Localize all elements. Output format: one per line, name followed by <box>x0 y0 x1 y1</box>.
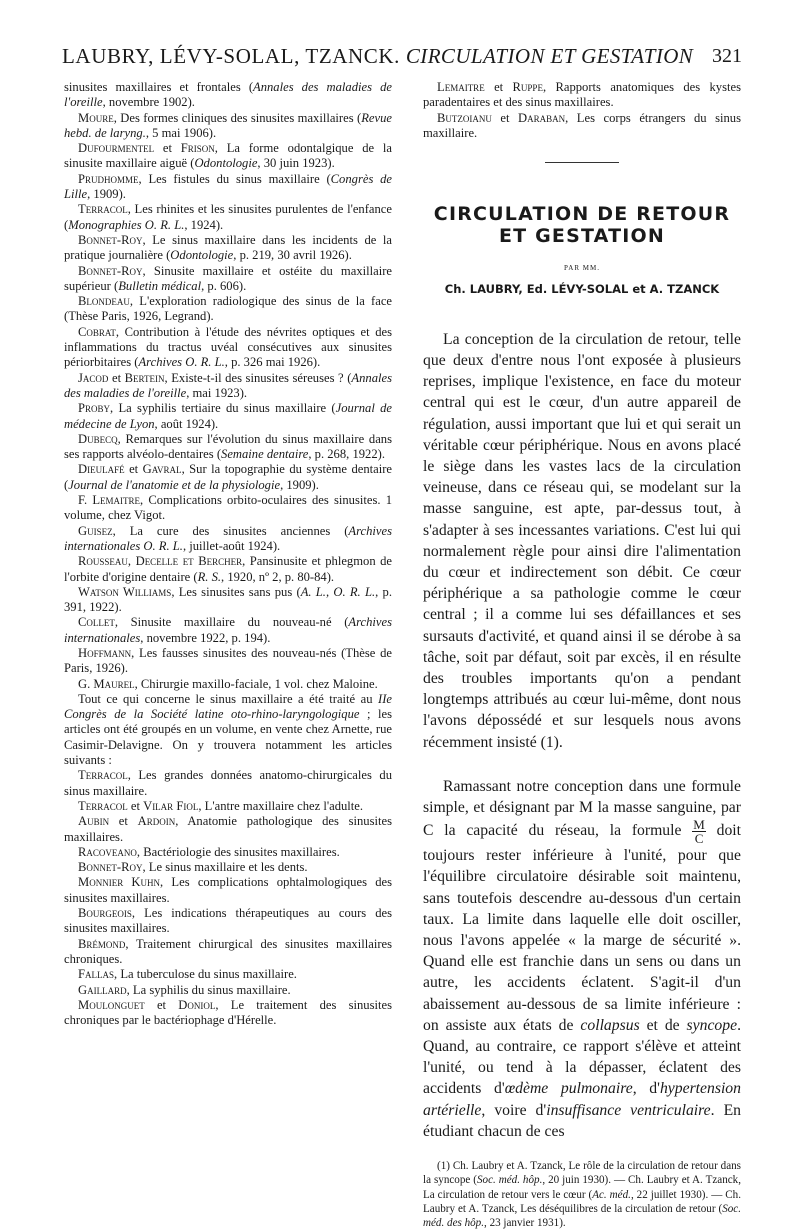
right-column <box>423 80 741 1231</box>
reference-entry <box>64 80 392 111</box>
reference-author: Gavral <box>142 462 182 477</box>
reference-author: Guisez <box>78 523 113 538</box>
article-byline: Ch. LAUBRY, Ed. LÉVY-SOLAL et A. TZANCK <box>444 282 720 297</box>
reference-text: , Les fausses sinusites des nouveau-nés (Thèse de Paris, 1926). <box>64 645 392 676</box>
reference-text: , Les indications thérapeutiques au cours des sinusites maxillaires. <box>64 906 392 936</box>
reference-entry <box>64 967 392 982</box>
reference-italic: Congrès de Lille <box>64 171 393 202</box>
reference-author: Gaillard <box>78 982 127 997</box>
reference-entry <box>423 111 741 142</box>
reference-entry <box>64 554 392 585</box>
reference-text: , Le sinus maxillaire dans les incidents de la pratique journalière ( <box>64 232 392 263</box>
reference-entry <box>64 172 392 203</box>
reference-author: Racoveano <box>78 844 137 859</box>
reference-entry <box>64 294 392 325</box>
left-column-references <box>64 80 392 1028</box>
reference-text: , La cure des sinusites anciennes ( <box>112 523 349 538</box>
reference-connector: et <box>124 462 143 477</box>
reference-author: Daraban <box>518 110 566 125</box>
reference-text: , La syphilis tertiaire du sinus maxillaire ( <box>110 401 336 416</box>
reference-text: , Les sinusites sans pus ( <box>171 584 301 599</box>
header-section: CIRCULATION ET GESTATION <box>405 44 694 68</box>
reference-entry <box>64 371 392 402</box>
page-number: 321 <box>712 45 742 67</box>
reference-author: Monnier Kuhn <box>78 875 161 890</box>
reference-text: , p. 391, 1922). <box>64 584 392 615</box>
footnote-text-2: , 20 juin 1930). — Ch. Laubry et A. Tzanck, La circulation de retour vers le cœur ( <box>423 1174 741 1201</box>
reference-author: Moure <box>78 110 114 125</box>
reference-author: Brémond <box>78 936 126 951</box>
reference-author: Dufourmentel <box>78 141 155 156</box>
reference-text: , Sinusite maxillaire du nouveau-né ( <box>114 615 349 630</box>
p2-italic-syncope: syncope <box>686 1016 738 1034</box>
reference-entry <box>64 937 392 968</box>
p2-text-c: et de <box>639 1016 687 1034</box>
reference-text: , Contribution à l'étude des névrites optiques et des inflammations du tractus uvéal consécutives aux sinusites périorbitaires ( <box>64 324 392 370</box>
reference-entry <box>64 692 392 768</box>
reference-connector: et <box>109 814 138 829</box>
reference-author: Lemaitre <box>437 80 485 94</box>
reference-text: , novembre 1902). <box>102 95 195 110</box>
reference-author: Dubecq <box>78 431 118 446</box>
reference-text: , Remarques sur l'évolution du sinus maxillaire dans ses rapports alvéolo-dentaires ( <box>64 431 392 462</box>
reference-italic: Odontologie <box>194 156 258 171</box>
reference-entry <box>64 264 392 295</box>
reference-italic: Annales des maladies de l'oreille <box>64 80 392 110</box>
reference-entry <box>64 524 392 555</box>
p2-text-f: , voire d' <box>481 1101 547 1119</box>
reference-text: , Pansinusite et phlegmon de l'orbite d'origine dentaire ( <box>64 554 393 584</box>
article-title <box>423 203 741 247</box>
reference-entry <box>64 585 392 616</box>
reference-author: Hoffmann <box>78 645 132 660</box>
reference-text: Tout ce qui concerne le sinus maxillaire a été traité au <box>78 691 379 706</box>
reference-text: , 1920, nº 2, p. 80-84). <box>221 569 335 584</box>
separator-rule <box>545 162 619 163</box>
reference-author: Bourgeois <box>78 906 132 921</box>
reference-entry <box>64 983 392 998</box>
formula-m-over-c <box>692 818 706 845</box>
reference-connector: et <box>144 997 179 1012</box>
running-header <box>62 44 742 74</box>
footnote-italic-1: Soc. méd. hôp. <box>476 1174 543 1187</box>
reference-entry <box>64 875 392 906</box>
body-paragraph-1: La conception de la circulation de retour, telle que deux d'entre nous l'ont exposée à plusieurs reprises, implique l'existence, en face du moteur central qui est le cœur, d'un autre appareil de régulation, aussi important que lui et qui serait un véritable cœur périphérique. Nous en avons placé le siège dans les vastes lacs de la circulation veineuse, dans ce réseau qui, se modelant sur la masse sanguine, est apte, par-dessus tout, à s'adapter à ses incessantes variations. C'est lui qui normalement règle pour ainsi dire l'alimentation du cœur et indirectement son débit. Ce cœur périphérique a sa pathologie comme le cœur central ; il a comme lui ses défaillances et ses sursauts d'activité, et quand ainsi il se dérobe à sa tâche, soit par défaut, soit par excès, il en résulte des troubles importants qu'on a pendant longtemps attribués au cœur lui-même, dont nous l'avons dépossédé et sur lesquels nous avons récemment insisté (1). <box>423 330 741 751</box>
reference-italic: Odontologie <box>170 248 234 263</box>
reference-italic: Revue hebd. de laryng. <box>64 110 392 140</box>
p2-text-a: Ramassant notre conception dans une formule simple, et désignant par M la masse sanguine, par C la capacité du réseau, la formule <box>423 777 741 840</box>
reference-author: Terracol <box>78 202 128 217</box>
reference-entry <box>64 677 392 692</box>
reference-text: , 1924). <box>184 217 224 232</box>
right-column-references <box>423 80 741 141</box>
reference-text: , Les grandes données anatomo-chirurgicales du sinus maxillaire. <box>64 768 392 798</box>
reference-author: Bonnet-Roy <box>78 860 143 875</box>
reference-text: , Sinusite maxillaire et ostéite du maxillaire supérieur ( <box>64 263 392 293</box>
reference-author: Ruppe <box>512 80 543 94</box>
footnote <box>423 1159 741 1230</box>
reference-italic: IIe Congrès de la Société latine oto-rhino-laryngologique <box>64 691 392 722</box>
reference-text: , Les fistules du sinus maxillaire ( <box>138 171 331 186</box>
reference-text: , La forme odontalgique de la sinusite maxillaire aiguë ( <box>64 141 392 171</box>
p2-italic-insuffisance: insuffisance ventriculaire <box>546 1101 711 1119</box>
reference-text: , Le sinus maxillaire et les dents. <box>142 860 308 875</box>
reference-entry <box>64 814 392 845</box>
formula-denominator: C <box>694 831 704 847</box>
reference-text: , p. 326 mai 1926). <box>224 355 321 370</box>
par-mm: PAR MM. <box>564 264 600 273</box>
reference-author: Bonnet-Roy <box>78 263 143 278</box>
reference-author: Vilar Fiol <box>143 798 199 813</box>
reference-entry <box>64 860 392 875</box>
reference-entry <box>64 646 392 677</box>
reference-entry <box>64 768 392 799</box>
reference-entry <box>64 462 392 493</box>
reference-author: Cobrat <box>78 324 116 339</box>
footnote-italic-2: Ac. méd. <box>592 1188 631 1201</box>
reference-text: , Le traitement des sinusites chroniques par le bactériophage d'Hérelle. <box>64 997 392 1028</box>
p2-italic-collapsus: collapsus <box>580 1016 640 1034</box>
reference-text: , p. 268, 1922). <box>308 447 385 462</box>
footnote-text-1: (1) Ch. Laubry et A. Tzanck, Le rôle de la circulation de retour dans la syncope ( <box>423 1160 741 1187</box>
reference-text: , Rapports anatomiques des kystes paradentaires et des sinus maxillaires. <box>423 80 741 110</box>
reference-entry <box>64 615 392 646</box>
reference-entry <box>64 432 392 463</box>
reference-entry <box>64 906 392 937</box>
reference-text: , Anatomie pathologique des sinusites maxillaires. <box>64 814 392 844</box>
footnote-text-4: , 23 janvier 1931). <box>484 1217 566 1230</box>
reference-author: Prudhomme <box>78 171 139 186</box>
reference-italic: Archives O. R. L. <box>138 355 225 370</box>
reference-entry <box>64 493 392 524</box>
reference-entry <box>64 111 392 142</box>
reference-author: Moulonguet <box>78 997 145 1012</box>
p2-text-g: . En étudiant chacun de ces <box>423 1101 741 1140</box>
reference-text: , mai 1923). <box>186 385 248 400</box>
header-authors <box>62 44 693 69</box>
reference-connector: et <box>108 370 125 385</box>
reference-italic: R. S. <box>197 569 222 584</box>
reference-text: , p. 219, 30 avril 1926). <box>233 248 352 263</box>
reference-text: , La syphilis du sinus maxillaire. <box>126 982 291 997</box>
reference-text: , Bactériologie des sinusites maxillaires. <box>136 844 340 859</box>
reference-text: , 1909). <box>280 477 319 492</box>
reference-connector: et <box>484 80 513 94</box>
reference-text: , Les corps étrangers du sinus maxillaire. <box>423 110 741 140</box>
footnote-text-3: , 22 juillet 1930). — Ch. Laubry et A. Tzanck, Les déséquilibres de la circulation de retour ( <box>423 1188 741 1215</box>
reference-text: , L'antre maxillaire chez l'adulte. <box>198 798 364 813</box>
reference-text: , Chirurgie maxillo-faciale, 1 vol. chez Maloine. <box>134 676 378 691</box>
reference-author: Frison <box>180 141 215 156</box>
reference-connector: , <box>127 554 136 569</box>
p2-text-e: , d' <box>632 1080 660 1098</box>
reference-text: , L'exploration radiologique des sinus de la face (Thèse Paris, 1926, Legrand). <box>64 294 392 324</box>
reference-text: , Complications orbito-oculaires des sinusites. 1 volume, chez Vigot. <box>64 493 393 523</box>
reference-italic: Annales des maladies de l'oreille <box>64 370 392 400</box>
reference-author: Fallas <box>78 967 115 982</box>
reference-entry <box>64 141 392 172</box>
reference-text: , juillet-août 1924). <box>182 538 281 553</box>
header-authors-text: LAUBRY, LÉVY-SOLAL, TZANCK. <box>62 44 401 68</box>
reference-entry <box>64 202 392 233</box>
reference-author: G. Maurel <box>78 676 135 691</box>
reference-author: Aubin <box>78 814 110 829</box>
reference-text: , Les complications ophtalmologiques des sinusites maxillaires. <box>64 875 392 905</box>
reference-connector: et <box>154 141 181 156</box>
p2-italic-hypertension: hypertension artérielle <box>423 1080 741 1119</box>
reference-text: , 1909). <box>87 187 126 202</box>
reference-entry <box>64 401 392 432</box>
reference-author: Bonnet-Roy <box>78 232 143 247</box>
reference-text: , 5 mai 1906). <box>145 125 217 140</box>
p2-text-b: doit toujours rester inférieure à l'unité, pour que l'équilibre circulatoire désirable soit maintenu, sans toutefois descendre au-dessous d'un certain taux. La limite dans laquelle elle doit osciller, nous l'avons appelée « la marge de sécurité ». Quand elle est franchie dans un sens ou dans un autre, les accidents éclatent. S'agit-il d'un abaissement au-dessous de sa limite inférieure : on assiste aux états de <box>423 822 742 1034</box>
reference-author: Terracol <box>78 798 128 813</box>
reference-author: Blondeau <box>78 294 130 309</box>
p2-italic-oedeme: œdème pulmonaire <box>504 1080 633 1098</box>
reference-author: Butzoianu <box>437 110 492 125</box>
reference-text: , Traitement chirurgical des sinusites maxillaires chroniques. <box>64 936 392 966</box>
reference-italic: Monographies O. R. L. <box>68 217 185 232</box>
reference-text: , p. 606). <box>201 278 247 293</box>
reference-entry <box>423 80 741 111</box>
reference-author: Rousseau <box>78 554 128 569</box>
reference-italic: Journal de médecine de Lyon <box>64 401 393 431</box>
reference-text: , Des formes cliniques des sinusites maxillaires ( <box>113 110 362 125</box>
reference-italic: Archives internationales <box>64 615 392 645</box>
footnote-italic-3: Soc. méd. des hôp. <box>423 1202 741 1230</box>
reference-author: Terracol <box>78 768 128 783</box>
reference-connector: et <box>491 110 519 125</box>
reference-author: Dieulafé <box>78 462 125 477</box>
reference-italic: A. L., O. R. L. <box>300 584 376 599</box>
reference-author: Doniol <box>178 997 216 1012</box>
reference-text: , Les rhinites et les sinusites purulentes de l'enfance ( <box>64 202 392 232</box>
reference-entry <box>64 845 392 860</box>
reference-entry <box>64 799 392 814</box>
reference-author: Decelle et Bercher <box>135 554 243 569</box>
reference-text: , 30 juin 1923). <box>257 156 335 171</box>
article-title-line-2: ET GESTATION <box>498 225 665 248</box>
reference-connector: et <box>127 798 144 813</box>
reference-text: , Existe-t-il des sinusites séreuses ? ( <box>164 370 352 385</box>
reference-author: Watson Williams <box>78 584 172 599</box>
reference-text: ; les articles ont été groupés en un volume, en vente chez Arnette, rue Casimir-Delavigne. On y trouvera notamment les articles suivants : <box>64 707 392 768</box>
reference-italic: Semaine dentaire <box>221 447 309 462</box>
reference-entry <box>64 233 392 264</box>
reference-author: Proby <box>78 401 111 416</box>
reference-text: , août 1924). <box>154 416 219 431</box>
reference-italic: Journal de l'anatomie et de la physiologie <box>68 477 281 492</box>
reference-author: Collet <box>78 615 115 630</box>
reference-text: , novembre 1922, p. 194). <box>140 630 271 645</box>
reference-text: , La tuberculose du sinus maxillaire. <box>114 967 297 982</box>
reference-italic: Bulletin médical <box>118 278 202 293</box>
reference-author: Ardoin <box>137 814 176 829</box>
p2-text-d: . Quand, au contraire, ce rapport s'élève et atteint l'unité, ou tend à la dépasser, éclatent des accidents d' <box>423 1016 741 1098</box>
reference-author: Bertein <box>124 370 165 385</box>
body-paragraph-2 <box>423 776 741 1142</box>
reference-italic: Archives internationales O. R. L. <box>64 523 392 553</box>
reference-text: , Sur la topographie du système dentaire ( <box>64 462 392 492</box>
reference-author: F. Lemaitre <box>78 493 141 508</box>
reference-text: sinusites maxillaires et frontales ( <box>64 80 254 94</box>
reference-entry <box>64 998 392 1029</box>
reference-author: Jacod <box>78 370 109 385</box>
article-title-line-1: CIRCULATION DE RETOUR <box>433 203 731 226</box>
reference-entry <box>64 325 392 371</box>
formula-numerator: M <box>693 817 705 833</box>
